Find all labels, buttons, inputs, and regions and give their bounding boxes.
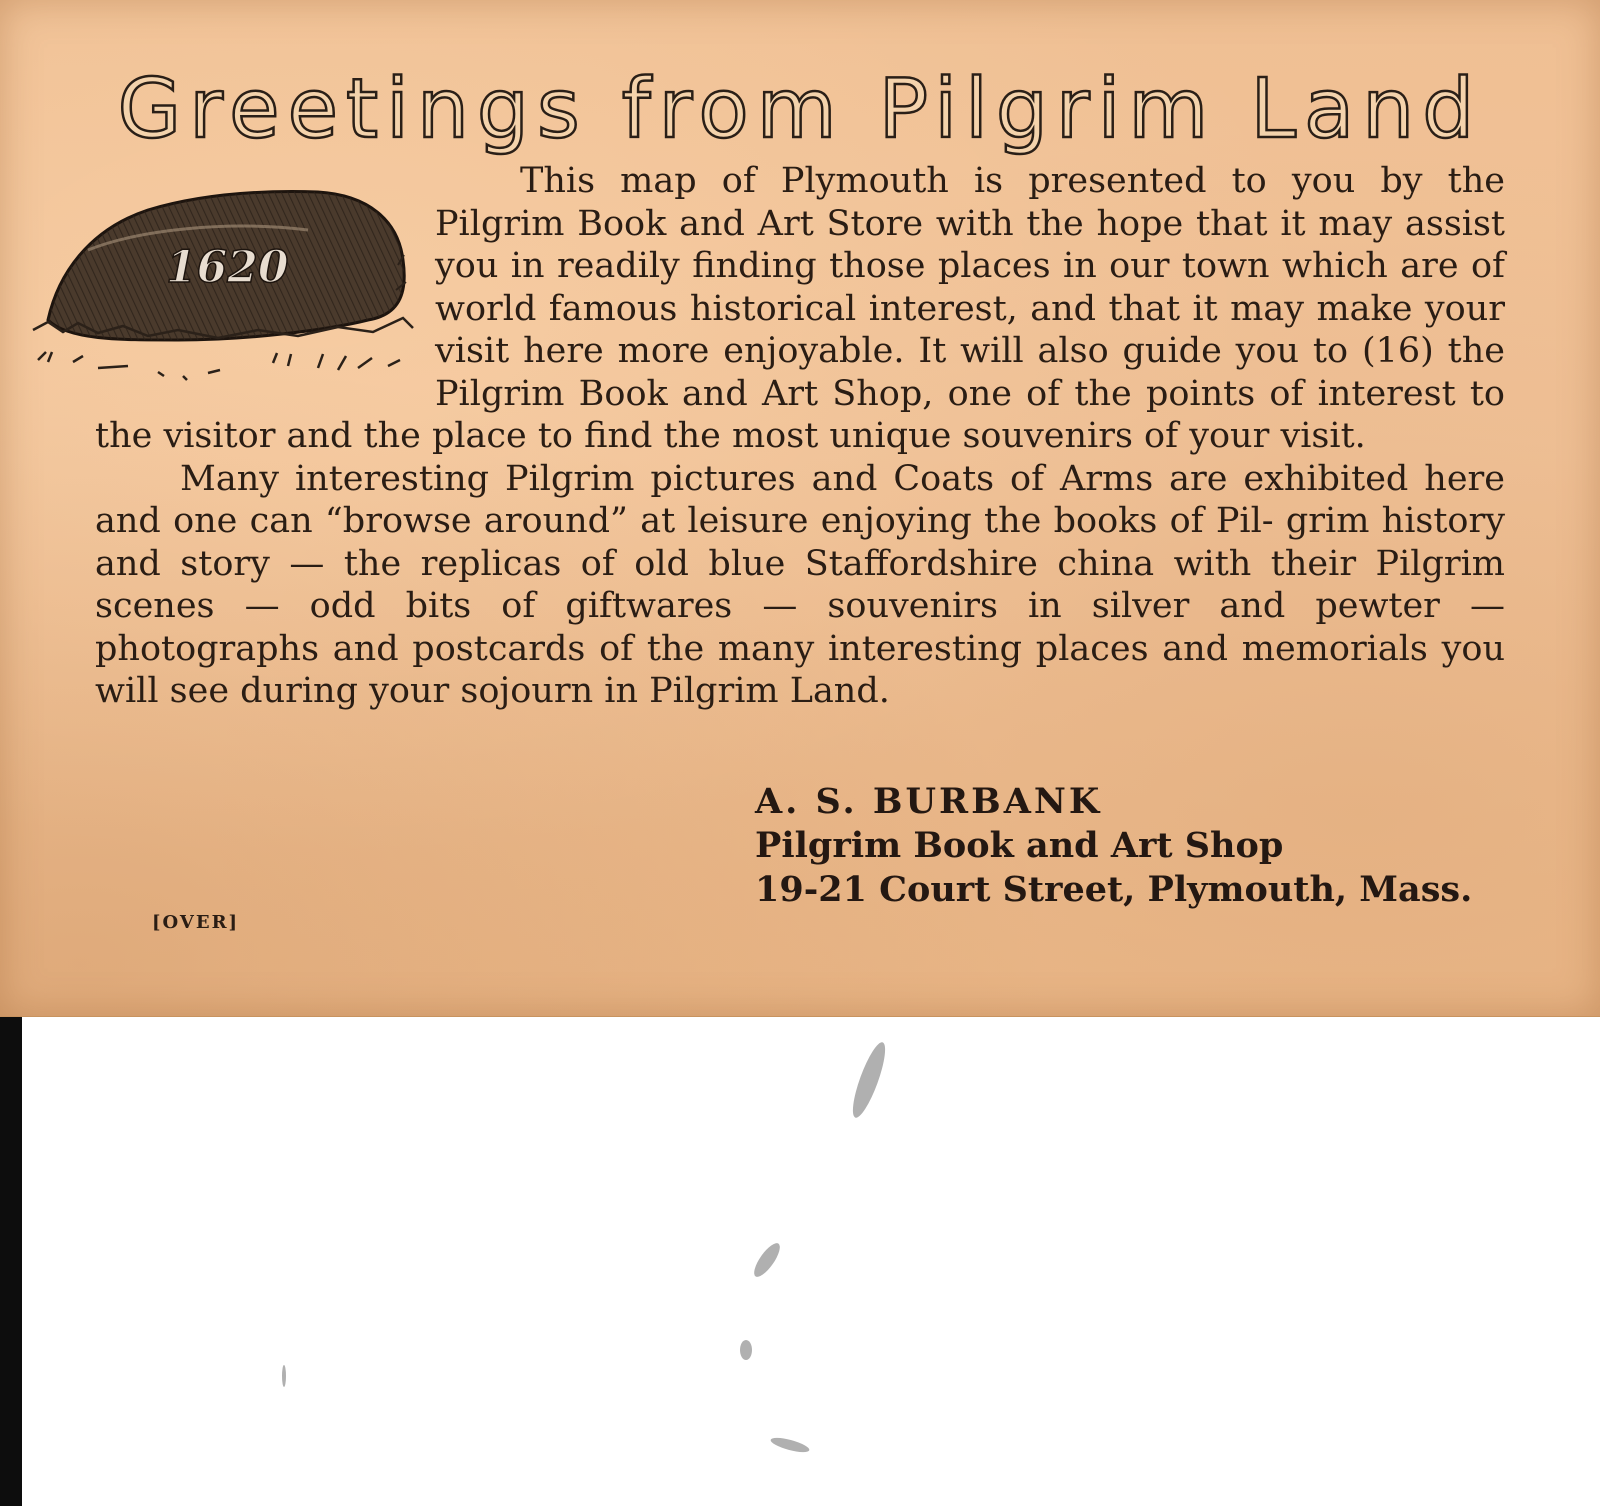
signature-block [755,780,1515,912]
rock-inscription: 1620 [166,242,289,293]
paragraph-shop-details: Many interesting Pilgrim pictures and Coats of Arms are exhibited here and one can “browse around” at leisure enjoying the books of Pil- grim history and story — the replicas of old blue Staffordshire china with their Pilgrim scenes — odd bits of giftwares — souvenirs in silver and pewter — photographs and postcards of the many interesting places and memorials you will see during your sojourn in Pilgrim Land. [95,458,1505,711]
signature-address: 19-21 Court Street, Plymouth, Mass. [755,869,1473,910]
scan-mark [740,1340,752,1360]
over-note: [OVER] [152,912,240,933]
signature-name: A. S. BURBANK [755,781,1103,822]
scan-mark [750,1240,784,1281]
scan-mark [769,1435,810,1455]
signature-business: Pilgrim Book and Art Shop [755,825,1284,866]
illustration-space [95,160,435,412]
card-title: Greetings from Pilgrim Land [117,62,1483,157]
scan-mark [847,1039,891,1120]
scan-mark [282,1365,286,1387]
card-body [95,160,1505,713]
paragraph-intro: This map of Plymouth is presented to you by the Pilgrim Book and Art Store with the hope that it may assist you in readily finding those places in our town which are of world famous historical interest, and that it may make your visit here more enjoyable. It will also guide you to (16) the Pilgrim Book and Art Shop, one of the points of interest to the visitor and the place to find the most unique souvenirs of your visit. [95,161,1505,456]
scan-left-edge [0,1016,22,1506]
